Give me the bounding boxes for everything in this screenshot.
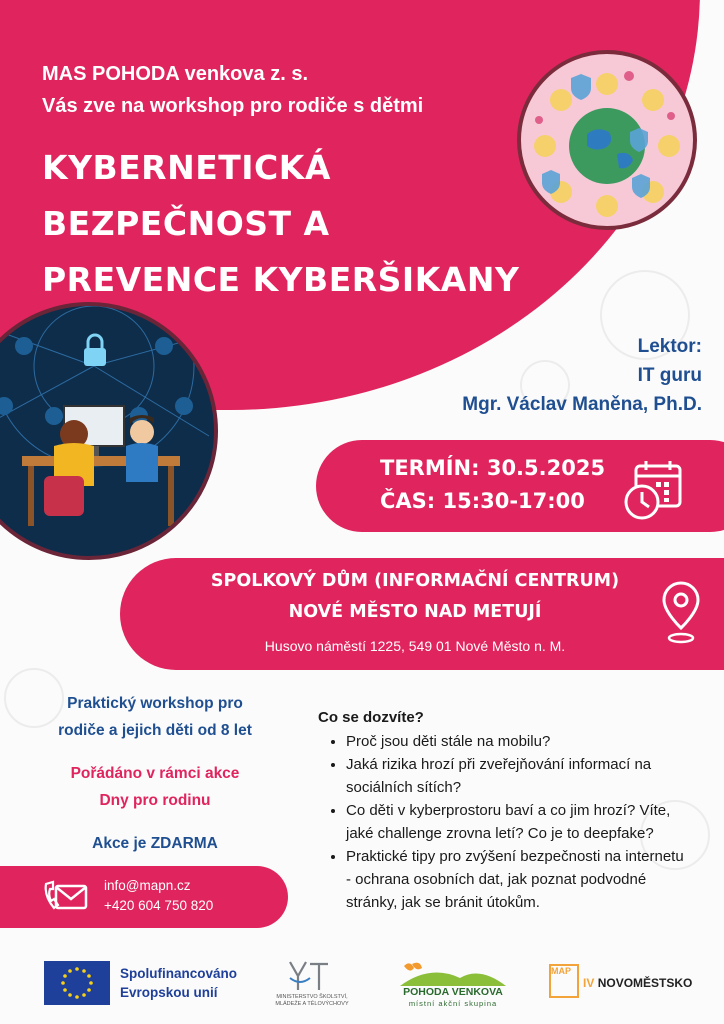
venue-name	[168, 566, 662, 628]
kids-globe-image	[521, 54, 693, 226]
context-line-2: Dny pro rodinu	[99, 792, 211, 809]
title-line-2: BEZPEČNOST A	[42, 204, 330, 243]
eu-flag-icon	[44, 961, 110, 1005]
topic-item: • Proč jsou děti stále na mobilu?	[346, 730, 688, 753]
msmt-text	[262, 994, 362, 1008]
map-letters: MAP	[551, 966, 571, 976]
intro-text	[42, 58, 423, 122]
lector-label: Lektor:	[637, 336, 702, 357]
eu-line-1: Spolufinancováno	[120, 966, 238, 981]
cyber-security-image	[0, 306, 214, 556]
novo-iv: IV	[583, 976, 595, 990]
location-pin-icon	[661, 580, 701, 646]
topics-heading: Co se dozvíte?	[318, 709, 424, 726]
pohoda-subtitle: místní akční skupina	[408, 999, 498, 1008]
topics-box	[318, 706, 688, 914]
event-title	[42, 140, 519, 308]
contact-details	[104, 876, 213, 916]
msmt-line-2: MLÁDEŽE A TĚLOVÝCHOVY	[275, 1001, 349, 1007]
context-line-1: Pořádáno v rámci akce	[70, 765, 240, 782]
topic-item: • Jaká rizika hrozí při zveřejňování informací na sociálních sítích?	[346, 753, 688, 799]
eu-funding-text	[120, 964, 237, 1002]
lector-block	[462, 332, 702, 419]
title-line-1: KYBERNETICKÁ	[42, 148, 331, 187]
event-date: TERMÍN: 30.5.2025	[380, 456, 606, 480]
eu-line-2: Evropskou unií	[120, 985, 218, 1000]
topic-item: • Praktické tipy pro zvýšení bezpečnosti na internetu - ochrana osobních dat, jak poznat podvodné stránky, jak se bránit útokům.	[346, 845, 688, 914]
venue-line-2: NOVÉ MĚSTO NAD METUJÍ	[288, 602, 542, 622]
topics-list	[318, 730, 688, 914]
novo-name: NOVOMĚSTSKO	[597, 976, 693, 990]
audience-line-1: Praktický workshop pro	[67, 695, 243, 712]
contact-email[interactable]: info@mapn.cz	[104, 878, 191, 893]
kids-illustration	[517, 50, 697, 230]
mail-phone-icon	[42, 878, 88, 914]
novomestsko-logo-text	[583, 976, 692, 990]
lector-role: IT guru	[637, 365, 702, 386]
venue-line-1: SPOLKOVÝ DŮM (INFORMAČNÍ CENTRUM)	[210, 571, 620, 591]
event-time: ČAS: 15:30-17:00	[380, 489, 585, 513]
topic-item: • Co děti v kyberprostoru baví a co jim hrozí? Víte, jaké challenge zrovna letí? Co je to deepfake?	[346, 799, 688, 845]
pohoda-name: POHODA VENKOVA	[403, 986, 503, 998]
audience-line-2: rodiče a jejich děti od 8 let	[58, 722, 252, 739]
free-entry-text: Akce je ZDARMA	[92, 835, 218, 852]
organizer-name: MAS POHODA venkova z. s.	[42, 63, 308, 85]
invitation-text: Vás zve na workshop pro rodiče s dětmi	[42, 95, 424, 117]
info-column	[30, 690, 280, 857]
msmt-line-1: MINISTERSTVO ŠKOLSTVÍ,	[276, 994, 348, 1000]
schedule-text	[380, 452, 605, 518]
lector-name: Mgr. Václav Maněna, Ph.D.	[462, 394, 702, 415]
calendar-clock-icon	[622, 458, 686, 522]
title-line-3: PREVENCE KYBERŠIKANY	[42, 260, 520, 299]
contact-phone[interactable]: +420 604 750 820	[104, 898, 214, 913]
venue-address: Husovo náměstí 1225, 549 01 Nové Město n. M.	[264, 638, 566, 654]
